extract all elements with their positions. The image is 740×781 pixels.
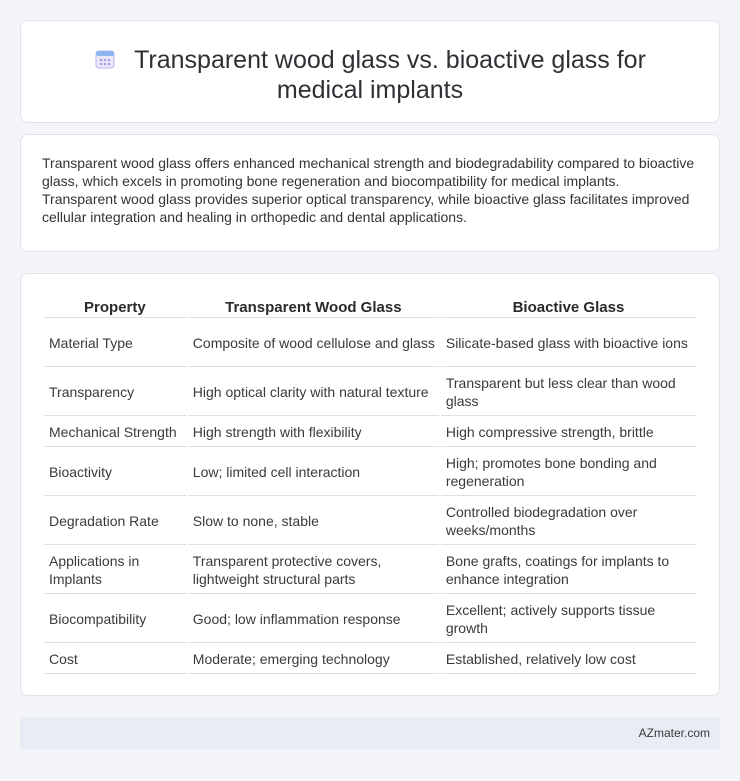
wood-glass-cell: Moderate; emerging technology: [188, 643, 439, 674]
table-row: [44, 594, 696, 643]
footer-bar: [20, 718, 720, 750]
bioactive-glass-cell: Bone grafts, coatings for implants to enhance integration: [441, 545, 696, 594]
calendar-icon: [94, 48, 116, 70]
bioactive-glass-cell: Established, relatively low cost: [441, 643, 696, 674]
wood-glass-cell: Low; limited cell interaction: [188, 447, 439, 496]
property-cell: Bioactivity: [44, 447, 186, 496]
bioactive-glass-cell: High compressive strength, brittle: [441, 416, 696, 447]
property-cell: Mechanical Strength: [44, 416, 186, 447]
title-card: [20, 20, 720, 123]
table-row: [44, 367, 696, 416]
bioactive-glass-cell: High; promotes bone bonding and regeneration: [441, 447, 696, 496]
table-row: [44, 416, 696, 447]
wood-glass-cell: Composite of wood cellulose and glass: [188, 318, 439, 367]
summary-card: [20, 134, 720, 252]
wood-glass-cell: Good; low inflammation response: [188, 594, 439, 643]
table-row: [44, 545, 696, 594]
property-cell: Applications in Implants: [44, 545, 186, 594]
page-title: Transparent wood glass vs. bioactive glass for medical implants: [134, 46, 646, 104]
table-header-row: [44, 295, 696, 318]
table-row: [44, 447, 696, 496]
table-row: [44, 318, 696, 367]
table-row: [44, 496, 696, 545]
bioactive-glass-cell: Excellent; actively supports tissue growth: [441, 594, 696, 643]
property-cell: Material Type: [44, 318, 186, 367]
wood-glass-cell: High optical clarity with natural texture: [188, 367, 439, 416]
bioactive-glass-cell: Transparent but less clear than wood glass: [441, 367, 696, 416]
bioactive-glass-cell: Controlled biodegradation over weeks/months: [441, 496, 696, 545]
property-cell: Cost: [44, 643, 186, 674]
comparison-card: [20, 273, 720, 696]
comparison-table: [42, 295, 698, 674]
wood-glass-cell: Slow to none, stable: [188, 496, 439, 545]
wood-glass-cell: Transparent protective covers, lightweight structural parts: [188, 545, 439, 594]
title-block: [51, 45, 689, 105]
property-cell: Biocompatibility: [44, 594, 186, 643]
header-transparent-wood-glass: Transparent Wood Glass: [188, 295, 439, 318]
summary-paragraph: Transparent wood glass offers enhanced mechanical strength and biodegradability compared to bioactive glass, which excels in promoting bone regeneration and biocompatibility for medical implants. Transparent wood glass provides superior optical transparency, while bioactive glass facilitates improved cellular integration and healing in orthopedic and dental applications.: [42, 155, 695, 225]
property-cell: Transparency: [44, 367, 186, 416]
header-bioactive-glass: Bioactive Glass: [441, 295, 696, 318]
property-cell: Degradation Rate: [44, 496, 186, 545]
bioactive-glass-cell: Silicate-based glass with bioactive ions: [441, 318, 696, 367]
header-property: Property: [44, 295, 186, 318]
footer-site-link[interactable]: AZmater.com: [638, 726, 710, 740]
table-row: [44, 643, 696, 674]
wood-glass-cell: High strength with flexibility: [188, 416, 439, 447]
